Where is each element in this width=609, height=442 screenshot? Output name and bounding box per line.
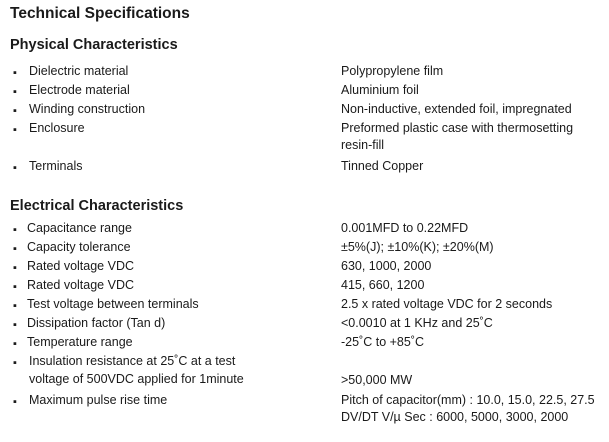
spec-label: Test voltage between terminals [27, 297, 199, 311]
bullet-icon: ▪ [13, 357, 17, 369]
spec-value: Pitch of capacitor(mm) : 10.0, 15.0, 22.5, 27.5 [341, 393, 595, 407]
spec-label: Dielectric material [29, 64, 129, 78]
spec-value: 415, 660, 1200 [341, 278, 425, 292]
spec-label: Maximum pulse rise time [29, 393, 168, 407]
bullet-icon: ▪ [13, 243, 17, 255]
physical-heading: Physical Characteristics [10, 37, 178, 53]
bullet-icon: ▪ [13, 300, 17, 312]
bullet-icon: ▪ [13, 162, 17, 174]
spec-value-continued: DV/DT V/µ Sec : 6000, 5000, 3000, 2000 [341, 410, 569, 424]
spec-label: Temperature range [27, 335, 133, 349]
spec-label: Electrode material [29, 83, 130, 97]
spec-label: Rated voltage VDC [27, 259, 135, 273]
spec-value: >50,000 MW [341, 373, 413, 387]
bullet-icon: ▪ [13, 338, 17, 350]
bullet-icon: ▪ [13, 281, 17, 293]
spec-value: ±5%(J); ±10%(K); ±20%(M) [341, 240, 494, 254]
bullet-icon: ▪ [13, 86, 17, 98]
bullet-icon: ▪ [13, 224, 17, 236]
spec-value: Polypropylene film [341, 64, 444, 78]
spec-label-continued: voltage of 500VDC applied for 1minute [29, 372, 244, 386]
bullet-icon: ▪ [13, 319, 17, 331]
bullet-icon: ▪ [13, 105, 17, 117]
spec-label: Dissipation factor (Tan d) [27, 316, 166, 330]
spec-value: Tinned Copper [341, 159, 424, 173]
spec-label: Terminals [29, 159, 83, 173]
spec-label: Insulation resistance at 25˚C at a test [29, 354, 236, 368]
electrical-heading: Electrical Characteristics [10, 198, 184, 214]
spec-label: Capacitance range [27, 221, 132, 235]
bullet-icon: ▪ [13, 124, 17, 136]
spec-label: Capacity tolerance [27, 240, 131, 254]
page-title: Technical Specifications [10, 5, 190, 22]
spec-value: Non-inductive, extended foil, impregnated [341, 102, 572, 116]
spec-label: Rated voltage VDC [27, 278, 135, 292]
spec-value: -25˚C to +85˚C [341, 335, 425, 349]
spec-value-continued: resin-fill [341, 138, 385, 152]
spec-value: 2.5 x rated voltage VDC for 2 seconds [341, 297, 553, 311]
spec-value: <0.0010 at 1 KHz and 25˚C [341, 316, 493, 330]
spec-value: 630, 1000, 2000 [341, 259, 432, 273]
spec-value: Preformed plastic case with thermosetting [341, 121, 574, 135]
spec-label: Winding construction [29, 102, 146, 116]
bullet-icon: ▪ [13, 396, 17, 408]
bullet-icon: ▪ [13, 262, 17, 274]
spec-label: Enclosure [29, 121, 85, 135]
spec-value: Aluminium foil [341, 83, 419, 97]
bullet-icon: ▪ [13, 67, 17, 79]
spec-value: 0.001MFD to 0.22MFD [341, 221, 469, 235]
